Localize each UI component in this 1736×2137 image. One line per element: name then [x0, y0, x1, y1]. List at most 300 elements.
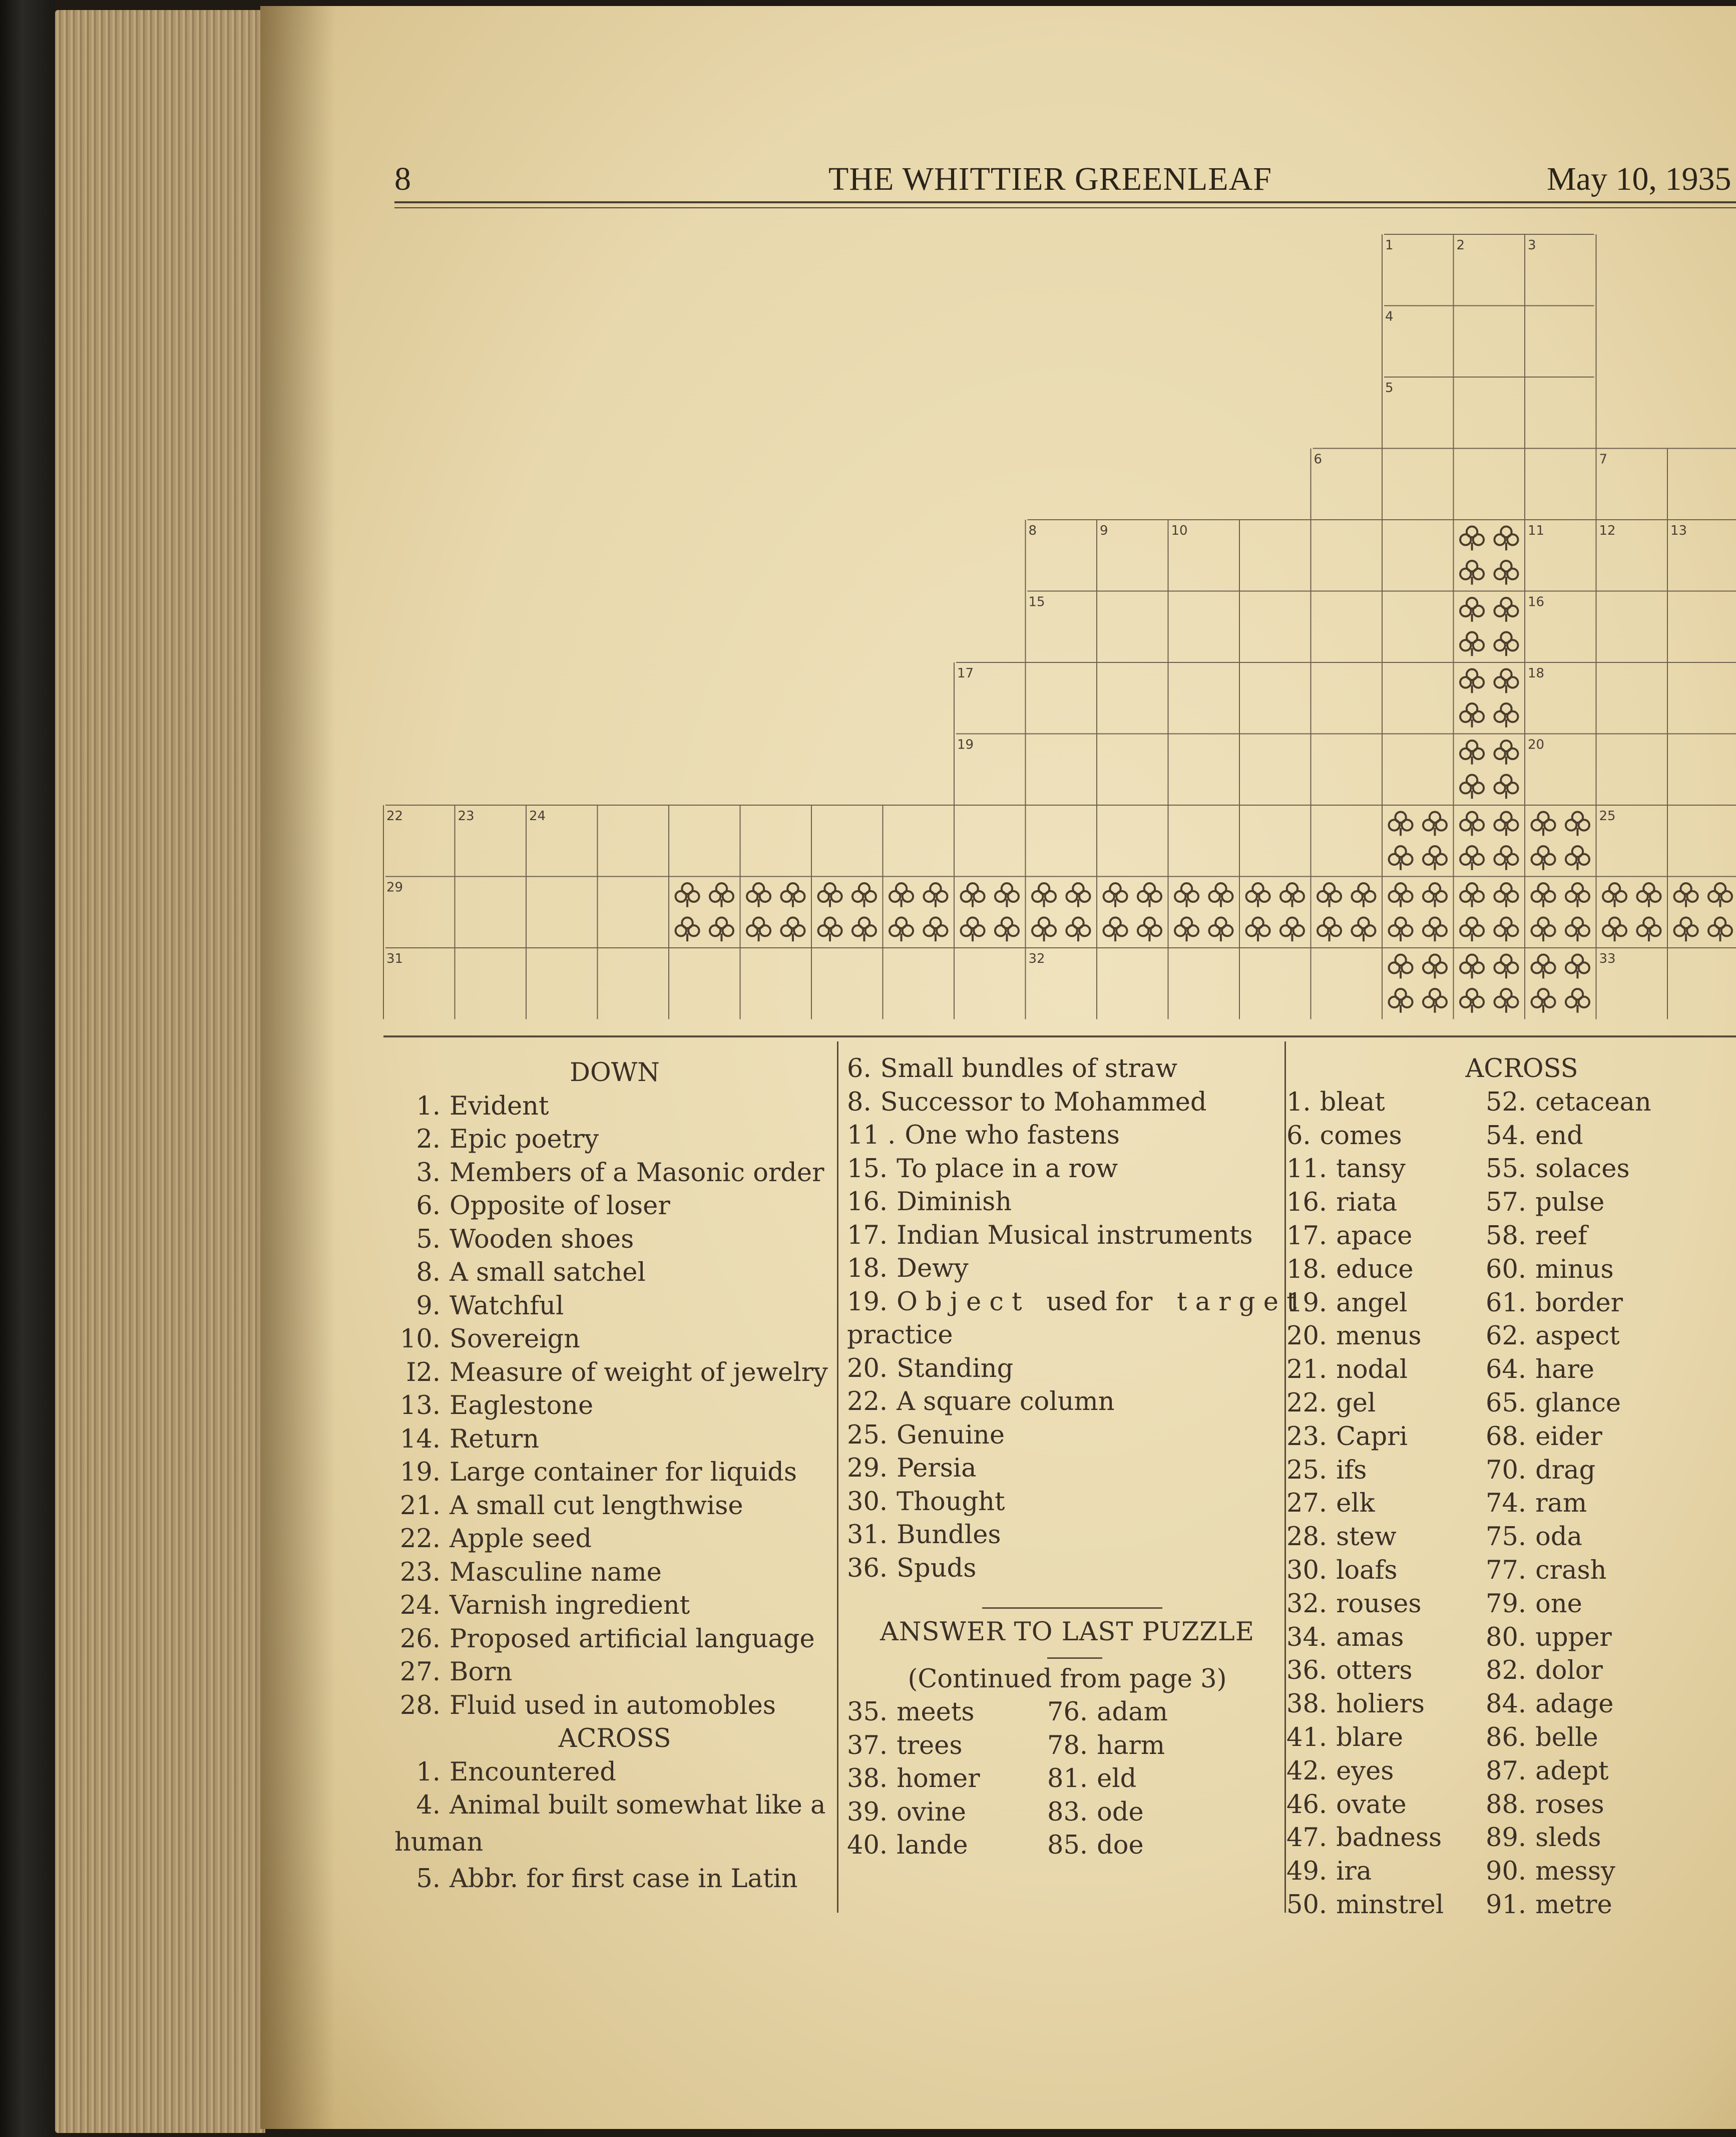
clue-number: 38.: [847, 1764, 888, 1794]
clue-line: [847, 1252, 1287, 1286]
clue-line: [1286, 1789, 1486, 1822]
cell-number: 25: [1599, 809, 1616, 824]
clue-line: [1047, 1829, 1168, 1863]
clue-line: [1486, 1789, 1651, 1822]
cell-number: 12: [1599, 523, 1616, 538]
clue-number: 32.: [1286, 1589, 1328, 1619]
clue-text: Eaglestone: [450, 1391, 594, 1420]
clue-line: [1486, 1588, 1651, 1621]
clue-line: [1486, 1855, 1651, 1889]
clue-line: [1286, 1588, 1486, 1621]
across-heading-col3: ACROSS: [1465, 1054, 1578, 1084]
clue-text: apace: [1336, 1221, 1413, 1251]
clue-line: [394, 1323, 835, 1356]
clue-line: [1486, 1721, 1651, 1755]
clue-text: Capri: [1336, 1421, 1408, 1452]
clue-line: [1486, 1320, 1651, 1353]
cell-number: 1: [1385, 238, 1394, 253]
clue-line: [1486, 1287, 1651, 1320]
clue-number: 15.: [847, 1154, 888, 1184]
answer-list-right: [1486, 1086, 1651, 1922]
clue-number: 58.: [1486, 1221, 1527, 1251]
ornament-block: [1460, 741, 1518, 799]
clue-line: [394, 1589, 835, 1623]
clue-text: comes: [1320, 1121, 1402, 1151]
clue-line: [847, 1052, 1287, 1086]
across-heading-col1: ACROSS: [558, 1724, 671, 1753]
down-heading: DOWN: [570, 1058, 660, 1088]
clue-number: 91.: [1486, 1890, 1527, 1920]
cell-number: 22: [386, 809, 403, 824]
clue-number: 17.: [1286, 1221, 1328, 1251]
clue-number: 62.: [1486, 1321, 1527, 1351]
newspaper-title: THE WHITTIER GREENLEAF: [828, 161, 1272, 197]
clue-number: 28.: [399, 1690, 441, 1720]
clue-text: Dewy: [897, 1254, 969, 1283]
clue-number: 8.: [416, 1258, 441, 1287]
clue-number: 22.: [847, 1387, 888, 1416]
column-divider-1: [837, 1041, 838, 1913]
cell-number: 5: [1385, 381, 1394, 396]
clue-line: [394, 1756, 835, 1790]
clue-number: 77.: [1486, 1555, 1527, 1585]
cell-number: 20: [1528, 737, 1545, 753]
clue-text: ira: [1336, 1857, 1372, 1887]
ornament-block: [818, 883, 876, 941]
across-clue-list-col1: [394, 1756, 835, 1823]
clue-number: 42.: [1286, 1756, 1328, 1786]
clue-number: 57.: [1486, 1188, 1527, 1218]
clue-text: riata: [1336, 1188, 1398, 1218]
clue-line: [847, 1486, 1287, 1519]
section-divider: [982, 1607, 1162, 1609]
clue-line: [847, 1796, 1047, 1830]
clue-text: cetacean: [1535, 1087, 1651, 1117]
ornament-block: [1175, 883, 1232, 941]
clue-text: meets: [897, 1697, 975, 1727]
ornament-block: [1460, 883, 1518, 941]
ornament-block: [1104, 883, 1161, 941]
clue-number: 6.: [416, 1191, 441, 1221]
clue-line: [1486, 1387, 1651, 1420]
clue-number: 81.: [1047, 1764, 1088, 1794]
clue-text: elk: [1336, 1489, 1375, 1519]
clue-line: [1486, 1822, 1651, 1855]
clue-line: [847, 1352, 1287, 1386]
clue-text: Diminish: [897, 1187, 1012, 1217]
clue-line: [1486, 1554, 1651, 1588]
clue-number: 16.: [847, 1187, 888, 1217]
clue-text: glance: [1535, 1388, 1621, 1418]
clue-line: [1047, 1796, 1168, 1830]
clue-text: Opposite of loser: [450, 1191, 670, 1221]
clue-text: Bundles: [897, 1520, 1001, 1550]
cell-number: 15: [1028, 594, 1045, 610]
clue-number: 19.: [847, 1287, 888, 1317]
clue-number: 54.: [1486, 1121, 1527, 1151]
cell-number: 19: [957, 737, 974, 753]
clue-line: [1286, 1521, 1486, 1554]
clue-text: stew: [1336, 1522, 1397, 1552]
clue-number: I2.: [406, 1357, 441, 1387]
clue-number: 8.: [847, 1087, 872, 1117]
clue-number: 5.: [416, 1224, 441, 1254]
cell-number: 2: [1456, 238, 1465, 253]
clue-number: 24.: [399, 1591, 441, 1620]
clues-column-1: [394, 1056, 835, 1896]
clue-line: [394, 1256, 835, 1290]
clue-number: 84.: [1486, 1689, 1527, 1719]
clue-number: 1.: [416, 1757, 441, 1787]
clue-text: pulse: [1535, 1188, 1605, 1218]
clue-text: trees: [897, 1730, 963, 1760]
clue-number: 52.: [1486, 1087, 1527, 1117]
clue-line: [1486, 1220, 1651, 1253]
clue-number: 40.: [847, 1831, 888, 1860]
clue-number: 22.: [1286, 1388, 1328, 1418]
clue-number: 22.: [399, 1524, 441, 1554]
clue-line: [1486, 1086, 1651, 1120]
clue-number: 89.: [1486, 1823, 1527, 1853]
clue-text: drag: [1535, 1455, 1596, 1485]
down-clue-list: [394, 1090, 835, 1723]
clue-number: 79.: [1486, 1589, 1527, 1619]
clue-line: [1486, 1420, 1651, 1454]
clue-number: 27.: [399, 1657, 441, 1687]
cell-number: 4: [1385, 309, 1394, 324]
clue-text: Measure of weight of jewelry: [450, 1357, 828, 1387]
clue-line: [394, 1157, 835, 1190]
clue-text: Evident: [450, 1091, 549, 1121]
clue-number: 65.: [1486, 1388, 1527, 1418]
clue-line: [394, 1689, 835, 1723]
clue-text: eld: [1097, 1764, 1137, 1794]
clue-text: Large container for liquids: [450, 1458, 797, 1487]
clue-text: ovine: [897, 1797, 966, 1827]
answer-list-right: [1047, 1696, 1168, 1863]
clue-number: 23.: [1286, 1421, 1328, 1452]
cell-number: 18: [1528, 666, 1545, 681]
clue-line: [1486, 1353, 1651, 1387]
clue-text: Sovereign: [450, 1324, 581, 1354]
clue-text: sleds: [1535, 1823, 1601, 1853]
clue-number: 16.: [1286, 1188, 1328, 1218]
clue-text: minstrel: [1336, 1890, 1444, 1920]
cell-number: 13: [1670, 523, 1687, 538]
ornament-block: [961, 883, 1019, 941]
clue-text: rouses: [1336, 1589, 1422, 1619]
clue-line: [1286, 1353, 1486, 1387]
answer-list-left: [847, 1696, 1047, 1863]
clue-text: messy: [1535, 1857, 1615, 1887]
clue-number: 85.: [1047, 1831, 1088, 1860]
clue-line: [1286, 1855, 1486, 1889]
clue-line: [847, 1762, 1047, 1796]
ornament-block: [1246, 883, 1304, 941]
ornament-block: [747, 883, 804, 941]
clue-line: [1047, 1696, 1168, 1729]
clue-text: homer: [897, 1764, 980, 1794]
ornament-block: [1603, 883, 1660, 941]
clue-text: Persia: [897, 1454, 977, 1483]
clue-number: 30.: [847, 1487, 888, 1517]
clue-line: [1286, 1186, 1486, 1220]
clue-line: [394, 1556, 835, 1590]
cell-number: 31: [386, 951, 403, 966]
clue-number: 35.: [847, 1697, 888, 1727]
clue-text: blare: [1336, 1722, 1404, 1752]
clue-text: menus: [1336, 1321, 1422, 1351]
clue-number: 50.: [1286, 1890, 1328, 1920]
clue-text: one: [1535, 1589, 1582, 1619]
clue-text: dolor: [1535, 1656, 1603, 1686]
page-number: 8: [394, 161, 411, 197]
answer-list-left: [1286, 1086, 1486, 1922]
clue-line: [1486, 1186, 1651, 1220]
clue-line: [1486, 1688, 1651, 1721]
clue-number: 9.: [416, 1291, 441, 1321]
ornament-block: [1460, 669, 1518, 728]
clue-number: 38.: [1286, 1689, 1328, 1719]
clue-line: [847, 1729, 1047, 1763]
clue-number: 25.: [1286, 1455, 1328, 1485]
clue-line: [1486, 1454, 1651, 1488]
clue-line: [1286, 1320, 1486, 1353]
clue-line: [1286, 1454, 1486, 1488]
clue-number: 30.: [1286, 1555, 1328, 1585]
ornament-block: [1460, 527, 1518, 585]
clue-line: [394, 1456, 835, 1490]
clue-text: One who fastens: [905, 1121, 1120, 1150]
clue-line: [394, 1356, 835, 1390]
clue-text: Fluid used in automobles: [450, 1690, 776, 1720]
clue-text: Small bundles of straw: [880, 1054, 1177, 1084]
clue-number: 2.: [416, 1125, 441, 1154]
clue-text: reef: [1535, 1221, 1587, 1251]
clue-line: [394, 1223, 835, 1257]
clue-number: 78.: [1047, 1730, 1088, 1760]
clue-line: [1286, 1654, 1486, 1688]
clue-line: [1486, 1120, 1651, 1153]
cell-number: 6: [1314, 452, 1323, 467]
clue-number: 11.: [1286, 1154, 1328, 1184]
clue-line: [1286, 1822, 1486, 1855]
clue-text: Varnish ingredient: [450, 1591, 690, 1620]
clue-line: [1286, 1387, 1486, 1420]
cell-number: 9: [1100, 523, 1108, 538]
clue-line: [847, 1119, 1287, 1153]
clue-number: 19.: [1286, 1288, 1328, 1318]
clue-text: eyes: [1336, 1756, 1394, 1786]
clue-text: educe: [1336, 1254, 1414, 1284]
clue-line: [1286, 1153, 1486, 1186]
clue-text: Successor to Mohammed: [880, 1087, 1207, 1117]
clue-number: 82.: [1486, 1656, 1527, 1686]
ornament-block: [1460, 955, 1518, 1013]
clue-text: badness: [1336, 1823, 1442, 1853]
clue-line: [394, 1123, 835, 1157]
clue-line: [847, 1219, 1287, 1253]
clue-text: harm: [1097, 1730, 1165, 1760]
cell-number: 29: [386, 880, 403, 895]
clue-number: 6.: [1286, 1121, 1311, 1151]
clue-number: 10.: [399, 1324, 441, 1354]
clue-line: [1286, 1420, 1486, 1454]
crossword-grid: [0, 0, 1736, 1061]
clue-line: [847, 1153, 1287, 1186]
cell-number: 8: [1028, 523, 1037, 538]
clue-number: 47.: [1286, 1823, 1328, 1853]
clue-text: crash: [1535, 1555, 1607, 1585]
cell-number: 23: [458, 809, 475, 824]
clue-text: bleat: [1320, 1087, 1385, 1117]
clue-line: [847, 1419, 1287, 1453]
clue-number: 11 .: [847, 1121, 896, 1150]
clue-number: 49.: [1286, 1857, 1328, 1887]
clue-text: A small cut lengthwise: [450, 1491, 743, 1521]
clue-text: amas: [1336, 1622, 1404, 1652]
clue-line: [1486, 1153, 1651, 1186]
clue-text: O b j e c t used for t a r g e t: [897, 1287, 1297, 1317]
clue-line: [394, 1623, 835, 1656]
clue-text: Wooden shoes: [450, 1224, 634, 1254]
grid-bottom-rule: [383, 1035, 1736, 1037]
clue-text: solaces: [1535, 1154, 1630, 1184]
clue-line: [394, 1090, 835, 1124]
clue-number: 76.: [1047, 1697, 1088, 1727]
clue-text: end: [1535, 1121, 1583, 1151]
clue-number: 36.: [1286, 1656, 1328, 1686]
clue-line: [1286, 1287, 1486, 1320]
clue-line: [1486, 1755, 1651, 1789]
clue-text: oda: [1535, 1522, 1582, 1552]
cell-number: 17: [957, 666, 974, 681]
clue-line: [1286, 1721, 1486, 1755]
clues-column-3: [1286, 1052, 1727, 1922]
clue-number: 14.: [399, 1424, 441, 1454]
clue-number: 27.: [1286, 1489, 1328, 1519]
clue-number: 61.: [1486, 1288, 1527, 1318]
clue-line: [847, 1519, 1287, 1552]
clue-text: adage: [1535, 1689, 1614, 1719]
clue-text: Apple seed: [450, 1524, 592, 1554]
clue-line: [394, 1290, 835, 1323]
clue-text: Epic poetry: [450, 1125, 599, 1154]
clue-line: [1486, 1253, 1651, 1287]
clue-line: [847, 1186, 1287, 1219]
ornament-block: [1674, 883, 1732, 941]
clue-text: angel: [1336, 1288, 1408, 1318]
ornament-block: [1389, 955, 1447, 1013]
clue-line: [394, 1523, 835, 1556]
clue-number: 21.: [1286, 1355, 1328, 1385]
clue-line: [1486, 1889, 1651, 1922]
clue-text: Members of a Masonic order: [450, 1158, 824, 1188]
clue-number: 25.: [847, 1420, 888, 1450]
clue-number: 29.: [847, 1454, 888, 1483]
clue-wrap-line: human: [394, 1827, 484, 1857]
clue-line: [1047, 1762, 1168, 1796]
cell-number: 3: [1528, 238, 1536, 253]
clue-number: 80.: [1486, 1622, 1527, 1652]
clue-number: 64.: [1486, 1355, 1527, 1385]
clue-number: 6.: [847, 1054, 872, 1084]
clue-number: 37.: [847, 1730, 888, 1760]
clue-text: adept: [1535, 1756, 1609, 1786]
clue-number: 86.: [1486, 1722, 1527, 1752]
clue-text: doe: [1097, 1831, 1144, 1860]
continued-note: (Continued from page 3): [908, 1664, 1227, 1694]
clue-text: ifs: [1336, 1455, 1367, 1485]
clue-text: holiers: [1336, 1689, 1425, 1719]
clue-text: Born: [450, 1657, 513, 1687]
cell-number: 11: [1528, 523, 1545, 538]
ornament-block: [1032, 883, 1090, 941]
clue-text: Encountered: [450, 1757, 616, 1787]
ornament-block: [1318, 883, 1375, 941]
issue-date: May 10, 1935: [1547, 161, 1731, 197]
clue-number: 34.: [1286, 1622, 1328, 1652]
ornament-block: [1532, 955, 1589, 1013]
ornament-block: [1389, 883, 1447, 941]
clue-line: [847, 1286, 1297, 1319]
cell-number: 7: [1599, 452, 1608, 467]
clue-number: 70.: [1486, 1455, 1527, 1485]
clue-line: [1286, 1253, 1486, 1287]
clue-number: 23.: [399, 1557, 441, 1587]
cell-number: 32: [1028, 951, 1045, 966]
clue-text: nodal: [1336, 1355, 1408, 1385]
clue-number: 83.: [1047, 1797, 1088, 1827]
clue-number: 74.: [1486, 1489, 1527, 1519]
clue-text: border: [1535, 1288, 1623, 1318]
clue-text: loafs: [1336, 1555, 1398, 1585]
clue-line: [1286, 1120, 1486, 1153]
clue-line: [847, 1385, 1287, 1419]
clue-number: 60.: [1486, 1254, 1527, 1284]
clue-text: eider: [1535, 1421, 1602, 1452]
clue-line: [847, 1552, 1287, 1586]
clue-text: minus: [1535, 1254, 1614, 1284]
clue-wrap-line: practice: [847, 1320, 953, 1350]
clue-line: [394, 1789, 835, 1823]
clue-text: To place in a row: [897, 1154, 1118, 1184]
clue-line: [1286, 1554, 1486, 1588]
clue-number: 41.: [1286, 1722, 1328, 1752]
clue-number: 17.: [847, 1220, 888, 1250]
clue-text: ode: [1097, 1797, 1144, 1827]
clue-line: [394, 1656, 835, 1689]
ornament-block: [1532, 883, 1589, 941]
clue-text: Watchful: [450, 1291, 564, 1321]
down-clue-list-continued-2: [847, 1352, 1287, 1586]
clue-number: 19.: [399, 1458, 441, 1487]
clue-line: [1286, 1688, 1486, 1721]
clue-text: Genuine: [897, 1420, 1005, 1450]
clue-number: 20.: [1286, 1321, 1328, 1351]
clue-number: 55.: [1486, 1154, 1527, 1184]
short-divider: [1047, 1657, 1102, 1659]
cell-number: 16: [1528, 594, 1545, 610]
clue-text: gel: [1336, 1388, 1376, 1418]
clue-line: 5. Abbr. for first case in Latin: [416, 1864, 798, 1894]
clue-line: [1486, 1487, 1651, 1521]
clue-line: [1286, 1755, 1486, 1789]
clue-text: lande: [897, 1831, 968, 1860]
clue-number: 3.: [416, 1158, 441, 1188]
ornament-block: [1460, 812, 1518, 870]
clue-number: 39.: [847, 1797, 888, 1827]
